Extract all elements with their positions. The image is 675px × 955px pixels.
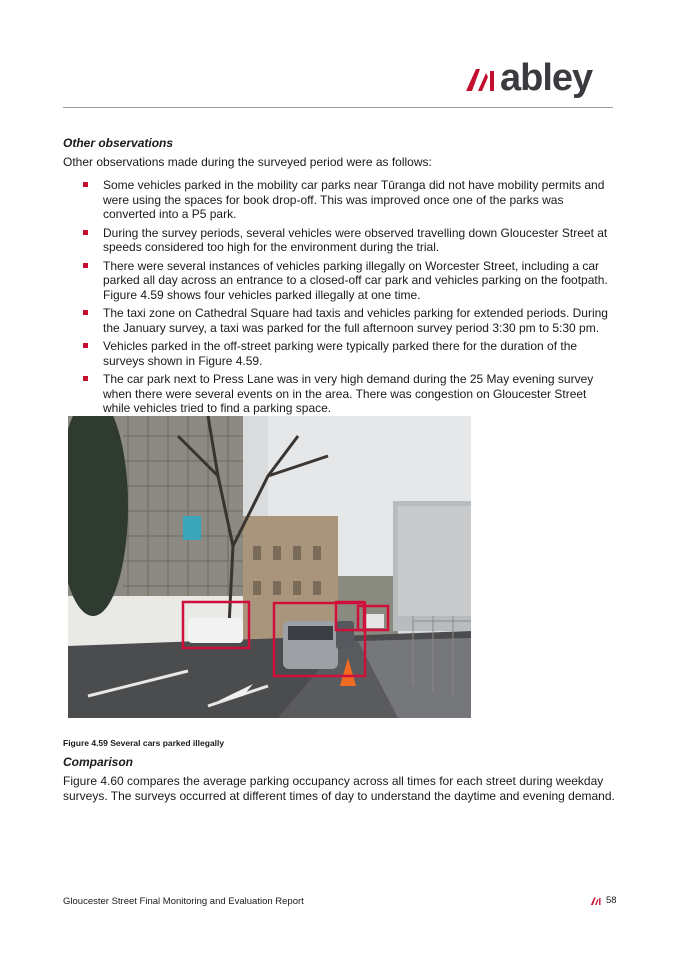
bullet-marker-icon: [83, 376, 88, 381]
list-item: The car park next to Press Lane was in very high demand during the 25 May evening survey when there were several events on in the area. There was congestion on Gloucester Street while vehicles tried to find a parking space.: [63, 372, 615, 416]
section-heading-comparison: Comparison: [63, 755, 134, 769]
figure-caption: Figure 4.59 Several cars parked illegally: [63, 738, 225, 748]
comparison-body: Figure 4.60 compares the average parking occupancy across all times for each street during weekday surveys. The surveys occurred at different times of day to understand the daytime and evening demand.: [63, 774, 615, 803]
list-item: Vehicles parked in the off-street parking were typically parked there for the duration of the surveys shown in Figure 4.59.: [63, 339, 615, 368]
section-heading-other-observations: Other observations: [63, 136, 174, 150]
street-photo-illegal-parking: [68, 416, 471, 718]
bullet-marker-icon: [83, 310, 88, 315]
list-item: Some vehicles parked in the mobility car parks near Tūranga did not have mobility permits and were using the spaces for book drop-off. This was improved once one of the parks was converted into a P5 park.: [63, 178, 615, 222]
page-number: 58: [606, 895, 617, 906]
footer-report-title: Gloucester Street Final Monitoring and Evaluation Report: [63, 896, 304, 907]
bullet-marker-icon: [83, 230, 88, 235]
abley-logo-mark-icon: [466, 65, 496, 91]
abley-logo: [466, 58, 592, 98]
abley-logo-text: abley: [500, 57, 593, 99]
list-item: The taxi zone on Cathedral Square had taxis and vehicles parking for extended periods. During the January survey, a taxi was parked for the full afternoon survey period 3:30 pm to 5:30 pm.: [63, 306, 615, 335]
list-item: During the survey periods, several vehicles were observed travelling down Gloucester Street at speeds considered too high for the environment during the trial.: [63, 226, 615, 255]
bullet-marker-icon: [83, 263, 88, 268]
header-divider: [63, 107, 613, 108]
bullet-marker-icon: [83, 182, 88, 187]
footer-page: [590, 895, 617, 906]
section-intro: Other observations made during the surveyed period were as follows:: [63, 155, 432, 169]
list-item: There were several instances of vehicles parking illegally on Worcester Street, including a car parked all day across an entrance to a closed-off car park and vehicles parking on the footpath. Figure 4.59 shows four vehicles parked illegally at one time.: [63, 259, 615, 303]
abley-mark-icon: [590, 896, 602, 905]
bullet-marker-icon: [83, 343, 88, 348]
observations-list: [63, 178, 615, 420]
